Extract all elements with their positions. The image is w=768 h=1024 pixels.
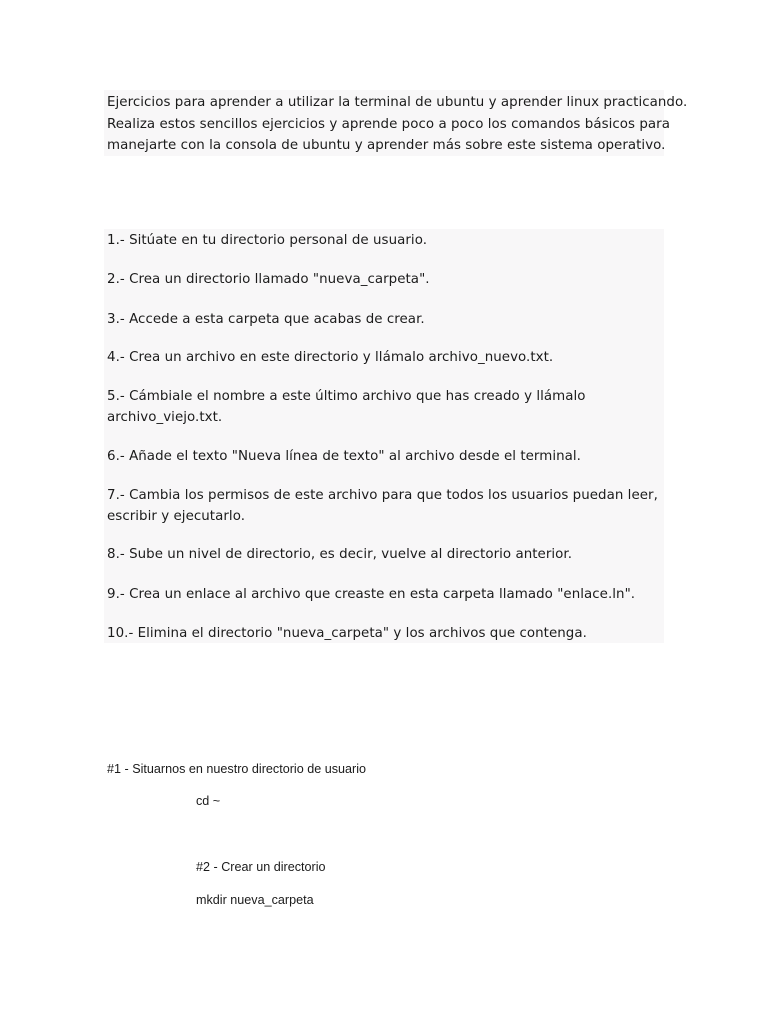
solution-1-command: cd ~ bbox=[196, 794, 221, 808]
exercise-6: 6.- Añade el texto "Nueva línea de texto" al archivo desde el terminal. bbox=[107, 449, 581, 464]
exercise-1: 1.- Sitúate en tu directorio personal de usuario. bbox=[107, 233, 428, 248]
exercise-2: 2.- Crea un directorio llamado "nueva_carpeta". bbox=[107, 272, 430, 287]
exercise-8: 8.- Sube un nivel de directorio, es decir, vuelve al directorio anterior. bbox=[107, 547, 573, 562]
exercise-7-line-1: 7.- Cambia los permisos de este archivo para que todos los usuarios puedan leer, bbox=[107, 488, 658, 503]
exercise-3: 3.- Accede a esta carpeta que acabas de crear. bbox=[107, 312, 425, 327]
exercise-4: 4.- Crea un archivo en este directorio y llámalo archivo_nuevo.txt. bbox=[107, 350, 554, 365]
intro-line-1: Ejercicios para aprender a utilizar la terminal de ubuntu y aprender linux practicando. bbox=[107, 95, 688, 110]
exercise-5-line-1: 5.- Cámbiale el nombre a este último archivo que has creado y llámalo bbox=[107, 389, 586, 404]
exercise-list bbox=[104, 229, 664, 643]
solution-2-command: mkdir nueva_carpeta bbox=[196, 893, 314, 907]
exercise-9: 9.- Crea un enlace al archivo que creaste en esta carpeta llamado "enlace.ln". bbox=[107, 587, 636, 602]
solution-1-heading: #1 - Situarnos en nuestro directorio de usuario bbox=[107, 762, 367, 776]
intro-line-2: Realiza estos sencillos ejercicios y aprende poco a poco los comandos básicos para bbox=[107, 117, 670, 132]
exercise-10: 10.- Elimina el directorio "nueva_carpeta" y los archivos que contenga. bbox=[107, 626, 587, 641]
exercise-5-line-2: archivo_viejo.txt. bbox=[107, 410, 223, 425]
exercise-7-line-2: escribir y ejecutarlo. bbox=[107, 509, 246, 524]
solution-2-heading: #2 - Crear un directorio bbox=[196, 860, 326, 874]
intro-line-3: manejarte con la consola de ubuntu y aprender más sobre este sistema operativo. bbox=[107, 138, 666, 153]
